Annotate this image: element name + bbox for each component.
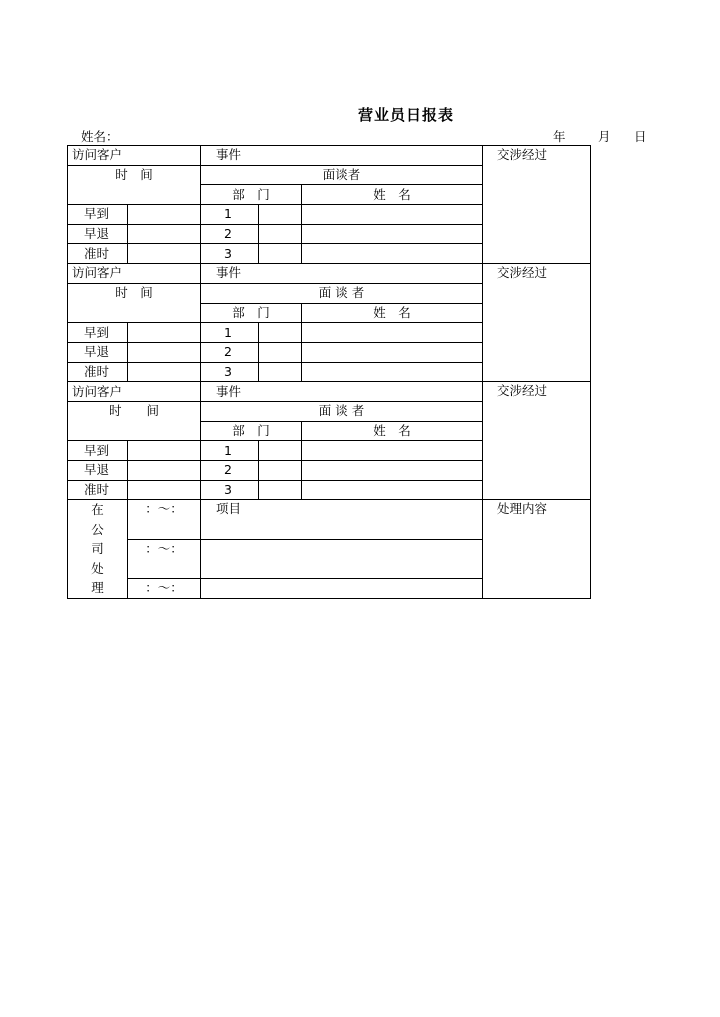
month-label: 月 [598, 129, 611, 144]
time-value-cell [128, 205, 201, 225]
event-label: 事件 [201, 146, 483, 166]
handling-content-label: 处理内容 [483, 500, 591, 599]
event-label: 事件 [201, 264, 483, 284]
name-cell [302, 244, 483, 264]
department-cell [259, 480, 302, 500]
vertical-char: 公 [91, 521, 104, 537]
time-value-cell [128, 224, 201, 244]
row-number: 2 [201, 342, 259, 362]
time-value-cell [128, 461, 201, 481]
on-time-label: 准时 [68, 362, 128, 382]
item-label: 项目 [201, 500, 483, 539]
department-cell [259, 244, 302, 264]
arrive-early-label: 早到 [68, 323, 128, 343]
interviewee-label: 面 谈 者 [201, 283, 483, 303]
arrive-early-label: 早到 [68, 205, 128, 225]
department-cell [259, 342, 302, 362]
arrive-early-label: 早到 [68, 441, 128, 461]
page-title: 营业员日报表 [357, 106, 454, 124]
in-office-handling-label [68, 500, 128, 599]
name-column-header: 姓 名 [302, 185, 483, 205]
department-cell [259, 205, 302, 225]
row-number: 1 [201, 205, 259, 225]
time-range: ：～： [128, 500, 201, 539]
vertical-char: 司 [91, 541, 104, 557]
name-cell [302, 362, 483, 382]
time-value-cell [128, 342, 201, 362]
name-cell [302, 461, 483, 481]
department-header: 部 门 [201, 421, 302, 441]
time-label: 时 间 [68, 165, 201, 204]
visit-client-label: 访问客户 [68, 264, 201, 284]
event-label: 事件 [201, 382, 483, 402]
name-column-header: 姓 名 [302, 421, 483, 441]
table-row [68, 146, 591, 166]
row-number: 3 [201, 480, 259, 500]
visit-client-label: 访问客户 [68, 146, 201, 166]
item-cell [201, 539, 483, 578]
name-cell [302, 323, 483, 343]
interviewee-label: 面谈者 [201, 165, 483, 185]
department-cell [259, 323, 302, 343]
exchange-process-cell: 交涉经过 [483, 264, 591, 382]
time-value-cell [128, 244, 201, 264]
row-number: 3 [201, 362, 259, 382]
department-header: 部 门 [201, 303, 302, 323]
exchange-process-cell: 交涉经过 [483, 382, 591, 500]
time-value-cell [128, 441, 201, 461]
time-range: ：～： [128, 539, 201, 578]
day-label: 日 [634, 129, 647, 144]
department-cell [259, 441, 302, 461]
table-row [68, 382, 591, 402]
leave-early-label: 早退 [68, 461, 128, 481]
vertical-char: 理 [91, 580, 104, 596]
daily-report-table [67, 145, 591, 599]
leave-early-label: 早退 [68, 342, 128, 362]
interviewee-label: 面 谈 者 [201, 401, 483, 421]
visit-client-label: 访问客户 [68, 382, 201, 402]
time-label: 时 间 [68, 401, 201, 440]
name-cell [302, 205, 483, 225]
table-row [68, 500, 591, 539]
time-value-cell [128, 362, 201, 382]
row-number: 3 [201, 244, 259, 264]
time-label: 时 间 [68, 283, 201, 322]
department-cell [259, 362, 302, 382]
vertical-char: 处 [91, 560, 104, 576]
name-label: 姓名： [81, 129, 119, 144]
row-number: 2 [201, 461, 259, 481]
name-cell [302, 480, 483, 500]
row-number: 2 [201, 224, 259, 244]
vertical-char: 在 [91, 502, 104, 518]
table-row [68, 264, 591, 284]
time-value-cell [128, 323, 201, 343]
name-column-header: 姓 名 [302, 303, 483, 323]
department-cell [259, 224, 302, 244]
on-time-label: 准时 [68, 244, 128, 264]
item-cell [201, 579, 483, 599]
department-header: 部 门 [201, 185, 302, 205]
row-number: 1 [201, 441, 259, 461]
name-cell [302, 224, 483, 244]
exchange-process-cell: 交涉经过 [483, 146, 591, 264]
time-value-cell [128, 480, 201, 500]
time-range: ：～： [128, 579, 201, 599]
name-cell [302, 441, 483, 461]
leave-early-label: 早退 [68, 224, 128, 244]
on-time-label: 准时 [68, 480, 128, 500]
department-cell [259, 461, 302, 481]
row-number: 1 [201, 323, 259, 343]
year-label: 年 [553, 129, 566, 144]
name-cell [302, 342, 483, 362]
